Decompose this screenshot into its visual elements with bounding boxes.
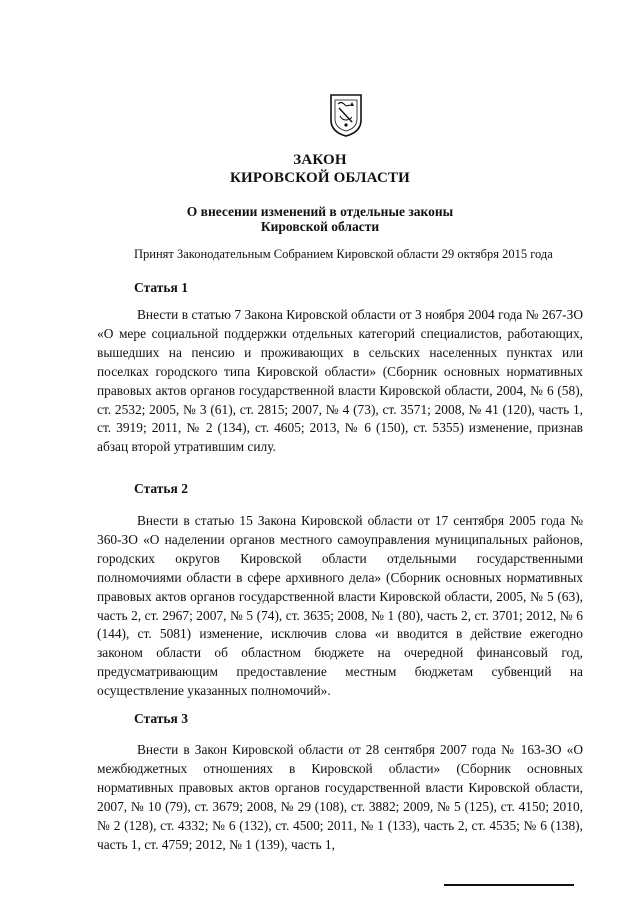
- article-2-text: Внести в статью 15 Закона Кировской области от 17 сентября 2005 года № 360-ЗО «О наделении органов местного самоуправления муниципальных районов, городских округов Кировской области отдельными государственными полномочиями области в сфере архивного дела» (Сборник основных нормативных правовых актов органов государственной власти Кировской области, 2005, № 5 (63), часть 2, ст. 2967; 2007, № 5 (74), ст. 3635; 2008, № 1 (80), часть 2, ст. 3701; 2012, № 6 (144), ст. 5081) изменение, исключив слова «и вводится в действие ежегодно законом области об областном бюджете на очередной финансовый год, предусматривающим предоставление местным бюджетам субвенций на осуществление указанных полномочий».: [97, 513, 583, 699]
- law-subject-line-2: Кировской области: [260, 219, 380, 234]
- law-title: ЗАКОН: [293, 152, 347, 168]
- article-3-heading: Статья 3: [134, 711, 188, 726]
- adoption-statement: Принят Законодательным Собранием Кировской области 29 октября 2015 года: [134, 247, 553, 261]
- article-1-heading: Статья 1: [134, 280, 188, 295]
- article-2-heading: Статья 2: [134, 481, 188, 496]
- signature-line: [444, 884, 574, 886]
- law-region: КИРОВСКОЙ ОБЛАСТИ: [229, 170, 411, 186]
- kirov-oblast-coat-of-arms-icon: [328, 92, 364, 138]
- article-1-text: Внести в статью 7 Закона Кировской области от 3 ноября 2004 года № 267-ЗО «О мере социальной поддержки отдельных категорий специалистов, работающих, вышедших на пенсию и проживающих в сельских населенных пунктах или поселках городского типа Кировской области» (Сборник основных нормативных правовых актов органов государственной власти Кировской области, 2004, № 6 (58), ст. 2532; 2005, № 3 (61), ст. 2815; 2007, № 4 (73), ст. 3571; 2008, № 41 (120), часть 1, ст. 3919; 2011, № 2 (134), ст. 4605; 2013, № 6 (150), ст. 5355) изменение, признав абзац второй утратившим силу.: [97, 307, 583, 455]
- law-subject-line-1: О внесении изменений в отдельные законы: [186, 204, 454, 219]
- article-3-text: Внести в Закон Кировской области от 28 сентября 2007 года № 163-ЗО «О межбюджетных отношениях в Кировской области» (Сборник основных нормативных правовых актов органов государственной власти Кировской области, 2007, № 10 (79), ст. 3679; 2008, № 29 (108), ст. 3882; 2009, № 5 (125), ст. 4150; 2010, № 2 (128), ст. 4332; № 6 (132), ст. 4500; 2011, № 1 (133), часть 2, ст. 4535; № 6 (138), часть 1, ст. 4759; 2012, № 1 (139), часть 1,: [97, 742, 583, 852]
